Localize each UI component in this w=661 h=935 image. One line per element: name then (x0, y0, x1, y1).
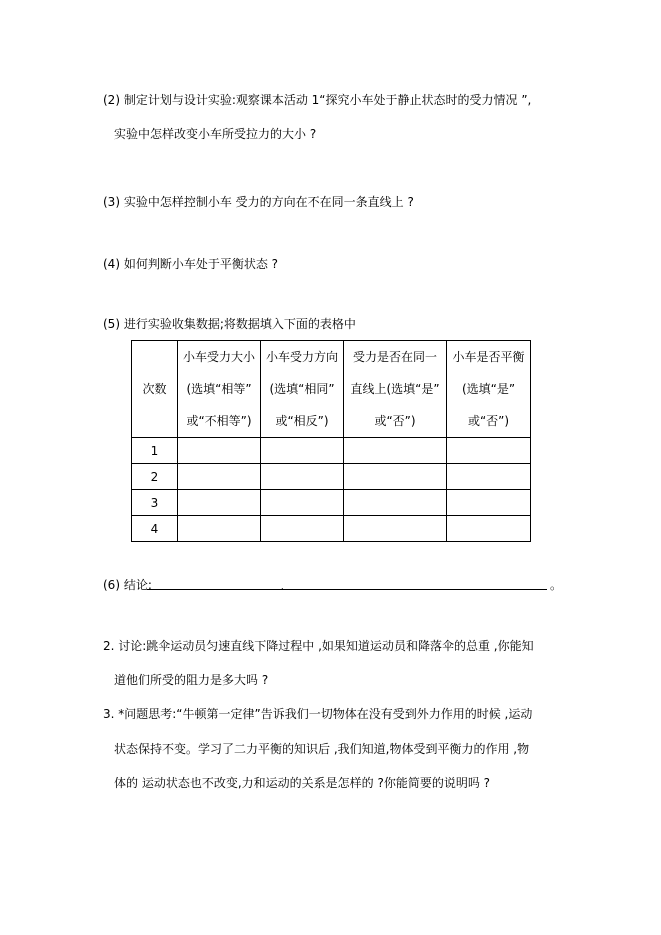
table-cell[interactable] (447, 516, 531, 542)
table-cell[interactable] (447, 438, 531, 464)
table-row (132, 464, 531, 490)
table-cell[interactable] (344, 438, 447, 464)
table-cell[interactable] (344, 490, 447, 516)
row-number: 2 (132, 464, 178, 490)
row-number: 4 (132, 516, 178, 542)
table-cell[interactable] (344, 516, 447, 542)
thinking-line-2: 状态保持不变。学习了二力平衡的知识后 ,我们知道,物体受到平衡力的作用 ,物 (114, 742, 530, 756)
discussion-line-1: 2. 讨论:跳伞运动员匀速直线下降过程中 ,如果知道运动员和降落伞的总重 ,你能知 (103, 639, 534, 653)
question-2-line-2: 实验中怎样改变小车所受拉力的大小 ? (114, 127, 317, 141)
question-5: (5) 进行实验收集数据;将数据填入下面的表格中 (103, 317, 356, 331)
discussion-line-2: 道他们所受的阻力是多大吗 ? (114, 673, 269, 687)
table-cell[interactable] (261, 438, 344, 464)
table-row (132, 490, 531, 516)
header-count: 次数 (132, 341, 178, 438)
table-header-row (132, 341, 531, 438)
header-force-direction: 小车受力方向 (选填“相同” 或“相反”) (261, 341, 344, 438)
conclusion-label: (6) 结论: (103, 578, 152, 592)
table-cell[interactable] (344, 464, 447, 490)
table-cell[interactable] (447, 464, 531, 490)
row-number: 3 (132, 490, 178, 516)
table-cell[interactable] (261, 464, 344, 490)
row-number: 1 (132, 438, 178, 464)
table-cell[interactable] (178, 464, 261, 490)
header-same-line: 受力是否在同一 直线上(选填“是” 或“否”) (344, 341, 447, 438)
thinking-line-3: 体的 运动状态也不改变,力和运动的关系是怎样的 ?你能简要的说明吗 ? (114, 776, 490, 790)
data-table (131, 340, 531, 542)
question-2-line-1: (2) 制定计划与设计实验:观察课本活动 1“探究小车处于静止状态时的受力情况 ”, (103, 93, 532, 107)
table-cell[interactable] (178, 438, 261, 464)
table-cell[interactable] (261, 516, 344, 542)
question-3: (3) 实验中怎样控制小车 受力的方向在不在同一条直线上 ? (103, 195, 414, 209)
table-row (132, 438, 531, 464)
conclusion-blank-line[interactable] (147, 589, 547, 590)
conclusion-end-mark: 。 (550, 578, 563, 592)
question-4: (4) 如何判断小车处于平衡状态 ? (103, 257, 278, 271)
header-force-size: 小车受力大小 (选填“相等” 或“不相等”) (178, 341, 261, 438)
header-balanced: 小车是否平衡 (选填“是” 或“否”) (447, 341, 531, 438)
conclusion-dot: . (281, 582, 284, 591)
table-cell[interactable] (178, 516, 261, 542)
table-cell[interactable] (447, 490, 531, 516)
table-row (132, 516, 531, 542)
table-cell[interactable] (178, 490, 261, 516)
thinking-line-1: 3. *问题思考:“牛顿第一定律”告诉我们一切物体在没有受到外力作用的时候 ,运动 (103, 707, 533, 721)
table-cell[interactable] (261, 490, 344, 516)
